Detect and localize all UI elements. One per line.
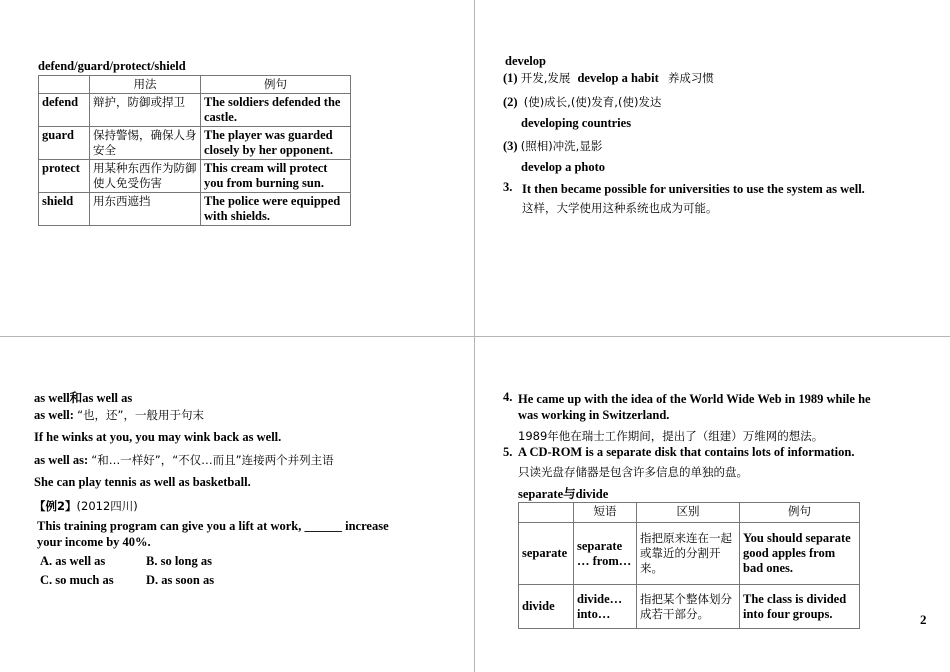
sense-2	[503, 94, 661, 110]
table-header-row	[39, 76, 351, 94]
comparison-table	[518, 502, 860, 629]
header-cell: 短语	[574, 503, 637, 523]
example-cell: The soldiers defended the castle.	[201, 94, 351, 127]
option-a: A. as well as	[40, 554, 106, 568]
question-line: your income by 40%.	[37, 535, 151, 549]
example-cell: This cream will protect you from burning sun.	[201, 160, 351, 193]
term-label: as well:	[34, 408, 74, 422]
sense-example: develop a photo	[521, 160, 606, 174]
slide-title: defend/guard/protect/shield	[38, 59, 186, 73]
phrase-cell: divide… into…	[574, 585, 637, 629]
example-cell: The police were equipped with shields.	[201, 193, 351, 226]
example-cell: The player was guarded closely by her opponent.	[201, 127, 351, 160]
term-label: as well as:	[34, 453, 89, 467]
sense-number: (2)	[503, 95, 518, 109]
example-sentence: It then became possible for universities to use the system as well.	[522, 182, 865, 196]
header-cell	[519, 503, 574, 523]
sense-3	[503, 138, 602, 154]
sense-example-translation: 养成习惯	[667, 71, 714, 85]
sense-text: 开发,发展	[520, 71, 571, 85]
usage-cell: 保持警惕，确保人身安全	[90, 127, 201, 160]
sense-1	[503, 70, 714, 86]
page-number: 2	[920, 612, 927, 627]
sense-text: (照相)冲洗,显影	[520, 139, 603, 153]
term-description: “也，还”，一般用于句末	[77, 408, 204, 422]
word-cell: guard	[39, 127, 90, 160]
sense-number: (3)	[503, 139, 518, 153]
table-title-text: separate与divide	[518, 487, 609, 501]
option-b: B. so long as	[146, 554, 212, 568]
as-well-as-definition	[34, 452, 334, 468]
term-description: “和…一样好”，“不仅…而且”连接两个并列主语	[91, 453, 334, 467]
table-row	[519, 585, 860, 629]
section-heading: as well和as well as	[34, 391, 133, 405]
exercise-tag: 【例2】	[34, 499, 77, 513]
as-well-as-example: She can play tennis as well as basketball.	[34, 475, 251, 489]
exercise-source: (2012四川)	[76, 499, 138, 513]
item-sentence: He came up with the idea of the World Wide Web in 1989 while he	[518, 392, 871, 406]
usage-table	[38, 75, 351, 226]
item-number: 4.	[503, 390, 513, 404]
question-line: This training program can give you a lift at work, ______ increase	[37, 519, 389, 533]
usage-cell: 辩护，防御或捍卫	[90, 94, 201, 127]
word-cell: shield	[39, 193, 90, 226]
table-header-row	[519, 503, 860, 523]
word-cell: defend	[39, 94, 90, 127]
sense-text: (使)成长,(使)发育,(使)发达	[523, 95, 662, 109]
phrase-cell: separate … from…	[574, 523, 637, 585]
table-row	[39, 193, 351, 226]
exercise-header	[34, 498, 138, 514]
as-well-example: If he winks at you, you may wink back as well.	[34, 430, 282, 444]
item-translation: 1989年他在瑞士工作期间，提出了（组建）万维网的想法。	[518, 429, 824, 443]
header-cell: 用法	[90, 76, 201, 94]
usage-cell: 用某种东西作为防御使人免受伤害	[90, 160, 201, 193]
word-develop: develop	[505, 54, 546, 68]
difference-cell: 指把某个整体划分成若干部分。	[637, 585, 740, 629]
table-row	[39, 127, 351, 160]
item-number: 5.	[503, 445, 513, 459]
sense-example: develop a habit	[577, 71, 659, 85]
item-sentence: A CD-ROM is a separate disk that contains lots of information.	[518, 445, 855, 459]
header-cell	[39, 76, 90, 94]
slide-defend-guard	[38, 58, 458, 226]
header-cell: 例句	[740, 503, 860, 523]
word-cell: separate	[519, 523, 574, 585]
item-number: 3.	[503, 180, 513, 194]
table-row	[39, 94, 351, 127]
table-row	[519, 523, 860, 585]
difference-cell: 指把原来连在一起或靠近的分割开来。	[637, 523, 740, 585]
header-cell: 区别	[637, 503, 740, 523]
example-translation: 这样，大学使用这种系统也成为可能。	[522, 201, 718, 215]
table-row	[39, 160, 351, 193]
as-well-definition	[34, 407, 204, 423]
option-d: D. as soon as	[146, 573, 215, 587]
header-cell: 例句	[201, 76, 351, 94]
sense-number: (1)	[503, 71, 518, 85]
example-cell: You should separate good apples from bad ones.	[740, 523, 860, 585]
item-translation: 只读光盘存储器是包含许多信息的单独的盘。	[518, 465, 748, 479]
table-title	[518, 484, 608, 502]
sense-example: developing countries	[521, 116, 632, 130]
horizontal-divider	[0, 336, 950, 337]
example-cell: The class is divided into four groups.	[740, 585, 860, 629]
word-cell: protect	[39, 160, 90, 193]
usage-cell: 用东西遮挡	[90, 193, 201, 226]
word-cell: divide	[519, 585, 574, 629]
option-c: C. so much as	[40, 573, 114, 587]
item-sentence: was working in Switzerland.	[518, 408, 670, 422]
